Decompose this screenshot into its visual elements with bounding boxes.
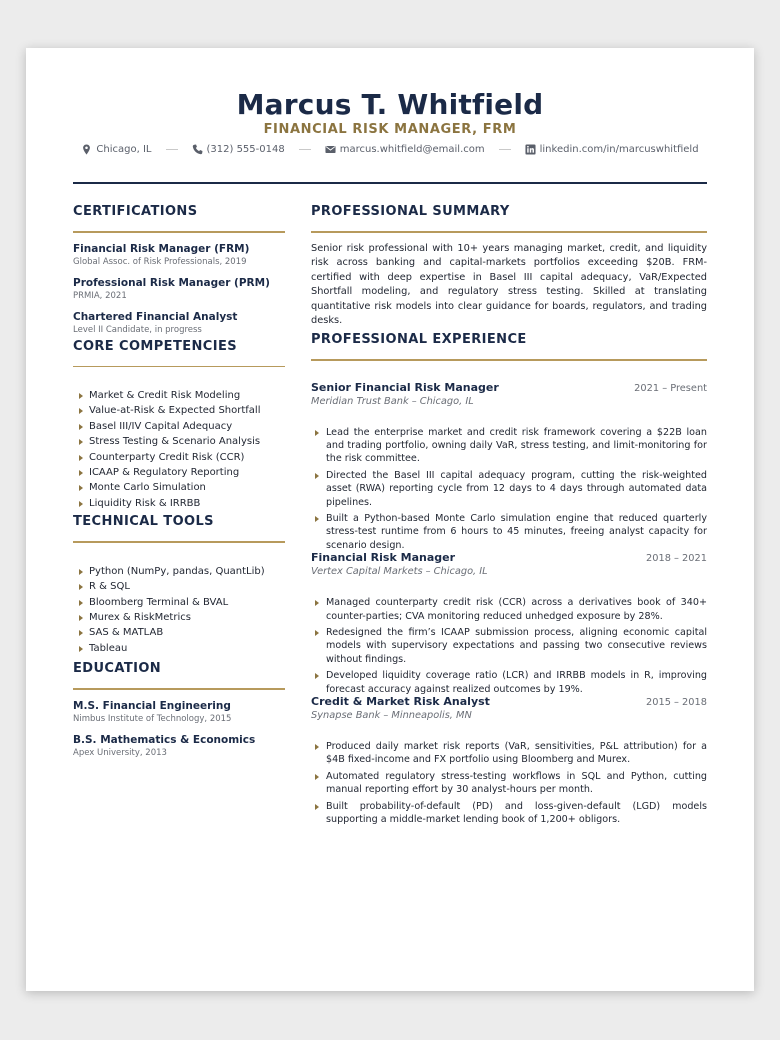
list-item: Value-at-Risk & Expected Shortfall bbox=[73, 403, 285, 418]
resume-page bbox=[26, 48, 754, 991]
section-divider bbox=[73, 688, 285, 690]
contact-phone bbox=[192, 144, 285, 155]
section-divider bbox=[311, 359, 707, 361]
contact-line bbox=[73, 144, 707, 155]
section-divider bbox=[73, 231, 285, 233]
section-heading: CERTIFICATIONS bbox=[73, 204, 198, 219]
section-divider bbox=[311, 231, 707, 233]
competencies-list bbox=[73, 388, 285, 511]
header-divider bbox=[73, 182, 707, 184]
list-item: Produced daily market risk reports (VaR, sensitivities, P&L attribution) for a $4B fixed-income and FX portfolio using Bloomberg and Murex. bbox=[311, 740, 707, 767]
tools-list bbox=[73, 564, 285, 656]
list-item: Built a Python-based Monte Carlo simulation engine that reduced quarterly stress-test runtime from 6 hours to 45 minutes, freeing analyst capacity for scenario design. bbox=[311, 512, 707, 552]
list-item: SAS & MATLAB bbox=[73, 625, 285, 640]
job-bullets bbox=[311, 426, 707, 553]
linkedin-icon bbox=[525, 144, 536, 155]
list-item: Managed counterparty credit risk (CCR) across a derivatives book of 340+ counter-parties; CVA monitoring reduced unhedged exposure by 28%. bbox=[311, 596, 707, 623]
section-divider bbox=[73, 541, 285, 543]
right-column bbox=[311, 204, 707, 830]
candidate-name: Marcus T. Whitfield bbox=[236, 88, 544, 121]
competencies-section bbox=[73, 339, 285, 512]
certifications-section bbox=[73, 204, 285, 336]
list-item: Redesigned the firm’s ICAAP submission process, aligning economic capital models with supervisory expectations and passing two consecutive reviews without findings. bbox=[311, 626, 707, 666]
education-item bbox=[73, 734, 285, 759]
section-heading: TECHNICAL TOOLS bbox=[73, 514, 214, 530]
certification-name: Professional Risk Manager (PRM) bbox=[73, 276, 270, 289]
job-bullets bbox=[311, 740, 707, 826]
list-item: Tableau bbox=[73, 641, 285, 656]
section-divider bbox=[73, 366, 285, 368]
job-dates: 2021 – Present bbox=[634, 382, 707, 394]
list-item: Market & Credit Risk Modeling bbox=[73, 388, 285, 403]
certification-issuer: PRMIA, 2021 bbox=[73, 290, 127, 301]
contact-divider bbox=[499, 149, 511, 150]
certification-name: Chartered Financial Analyst bbox=[73, 310, 238, 323]
list-item: R & SQL bbox=[73, 579, 285, 594]
list-item: Liquidity Risk & IRRBB bbox=[73, 496, 285, 511]
location-text: Chicago, IL bbox=[96, 144, 152, 155]
contact-divider bbox=[299, 149, 311, 150]
experience-section bbox=[311, 332, 707, 826]
list-item: Built probability-of-default (PD) and loss-given-default (LGD) models supporting a middle-market lending book of 1,200+ obligors. bbox=[311, 800, 707, 827]
job-organization: Meridian Trust Bank – Chicago, IL bbox=[311, 395, 474, 407]
list-item: Monte Carlo Simulation bbox=[73, 480, 285, 495]
job-title: Financial Risk Manager bbox=[311, 551, 455, 565]
section-heading: EDUCATION bbox=[73, 661, 162, 677]
list-item: Directed the Basel III capital adequacy program, cutting the risk-weighted asset (RWA) reporting cycle from 12 days to 4 days through automated data pipelines. bbox=[311, 469, 707, 509]
certification-issuer: Level II Candidate, in progress bbox=[73, 324, 202, 335]
list-item: Stress Testing & Scenario Analysis bbox=[73, 434, 285, 449]
left-column bbox=[73, 204, 285, 759]
list-item: Bloomberg Terminal & BVAL bbox=[73, 595, 285, 610]
job-header bbox=[311, 695, 707, 709]
section-heading: PROFESSIONAL EXPERIENCE bbox=[311, 332, 527, 348]
candidate-title: FINANCIAL RISK MANAGER, FRM bbox=[263, 122, 517, 137]
contact-email bbox=[325, 144, 485, 155]
envelope-icon bbox=[325, 144, 336, 155]
list-item: Murex & RiskMetrics bbox=[73, 610, 285, 625]
job-organization: Vertex Capital Markets – Chicago, IL bbox=[311, 566, 488, 578]
degree-name: B.S. Mathematics & Economics bbox=[73, 733, 256, 746]
map-pin-icon bbox=[81, 144, 92, 155]
education-item bbox=[73, 700, 285, 725]
list-item: Counterparty Credit Risk (CCR) bbox=[73, 450, 285, 465]
certification-item bbox=[73, 311, 285, 336]
job-title: Senior Financial Risk Manager bbox=[311, 380, 499, 394]
phone-icon bbox=[192, 144, 203, 155]
contact-location bbox=[81, 144, 151, 155]
degree-name: M.S. Financial Engineering bbox=[73, 699, 231, 712]
linkedin-link[interactable]: linkedin.com/in/marcuswhitfield bbox=[539, 144, 699, 155]
job-entry bbox=[311, 695, 707, 826]
job-header bbox=[311, 381, 707, 395]
list-item: Automated regulatory stress-testing workflows in SQL and Python, cutting manual reporting effort by 30 analyst-hours per month. bbox=[311, 770, 707, 797]
certification-issuer: Global Assoc. of Risk Professionals, 2019 bbox=[73, 256, 247, 267]
section-heading: PROFESSIONAL SUMMARY bbox=[311, 204, 510, 219]
summary-section bbox=[311, 204, 707, 329]
job-dates: 2018 – 2021 bbox=[646, 553, 707, 565]
list-item: Basel III/IV Capital Adequacy bbox=[73, 419, 285, 434]
job-organization: Synapse Bank – Minneapolis, MN bbox=[311, 710, 472, 722]
list-item: Python (NumPy, pandas, QuantLib) bbox=[73, 564, 285, 579]
phone-text: (312) 555-0148 bbox=[206, 144, 285, 155]
certification-item bbox=[73, 243, 285, 268]
job-entry bbox=[311, 381, 707, 553]
contact-linkedin bbox=[525, 144, 699, 155]
list-item: Developed liquidity coverage ratio (LCR) and IRRBB models in R, improving forecast accuracy against realized outcomes by 19%. bbox=[311, 669, 707, 696]
resume-header bbox=[73, 88, 707, 155]
certification-item bbox=[73, 277, 285, 302]
list-item: ICAAP & Regulatory Reporting bbox=[73, 465, 285, 480]
job-bullets bbox=[311, 596, 707, 696]
summary-text: Senior risk professional with 10+ years managing market, credit, and liquidity risk across banking and capital-markets portfolios exceeding $20B. FRM-certified with deep expertise in Basel III capital adequacy, VaR/Expected Shortfall modeling, and regulatory stress testing. Skilled at translating quantitative risk models into clear guidance for boards, regulators, and trading desks. bbox=[311, 242, 707, 327]
job-dates: 2015 – 2018 bbox=[646, 697, 707, 709]
degree-school: Nimbus Institute of Technology, 2015 bbox=[73, 713, 232, 724]
tools-section bbox=[73, 514, 285, 656]
job-entry bbox=[311, 551, 707, 696]
job-header bbox=[311, 551, 707, 565]
email-link[interactable]: marcus.whitfield@email.com bbox=[339, 144, 485, 155]
job-title: Credit & Market Risk Analyst bbox=[311, 695, 490, 709]
list-item: Lead the enterprise market and credit risk framework covering a $22B loan and trading portfolio, owning daily VaR, stress testing, and limit-monitoring for the risk committee. bbox=[311, 426, 707, 466]
contact-divider bbox=[166, 149, 178, 150]
section-heading: CORE COMPETENCIES bbox=[73, 338, 237, 354]
education-section bbox=[73, 661, 285, 759]
degree-school: Apex University, 2013 bbox=[73, 747, 167, 758]
certification-name: Financial Risk Manager (FRM) bbox=[73, 242, 250, 255]
